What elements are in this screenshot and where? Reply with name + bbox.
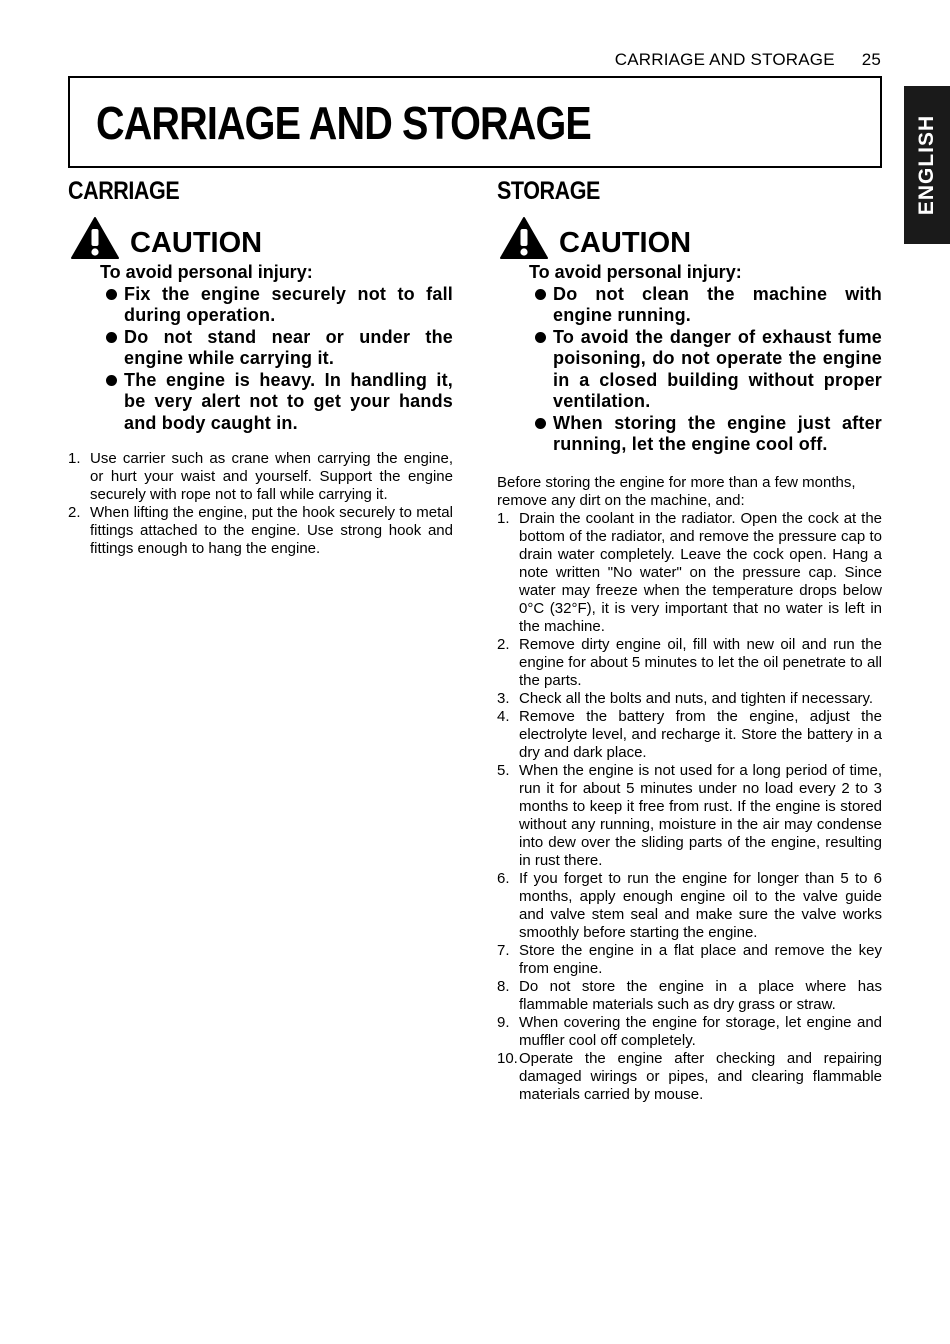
list-item: 6. If you forget to run the engine for longer than 5 to 6 months, apply enough engine oil to the valve guide and valve stem seal and make sure the valve works smoothly before starting the engine. (497, 869, 882, 941)
bullet-dot-icon (106, 289, 117, 300)
list-item: 5. When the engine is not used for a long period of time, run it for about 5 minutes under no load every 2 to 3 months to keep it free from rust. If the engine is stored without any running, moisture in the air may condense into dew over the sliding parts of the engine, resulting in rust there. (497, 761, 882, 869)
caution-bullet-item: Fix the engine securely not to fall during operation. (100, 284, 453, 327)
storage-steps (497, 510, 882, 1104)
carriage-caution-intro: To avoid personal injury: (100, 262, 313, 282)
carriage-caution-list (100, 284, 453, 435)
list-item: 9. When covering the engine for storage, let engine and muffler cool off completely. (497, 1013, 882, 1049)
storage-caution-word: CAUTION (559, 227, 692, 259)
bullet-dot-icon (106, 375, 117, 386)
list-item: 2. Remove dirty engine oil, fill with new oil and run the engine for about 5 minutes to let the oil penetrate to all the parts. (497, 635, 882, 689)
list-item: 7. Store the engine in a flat place and remove the key from engine. (497, 941, 882, 977)
warning-triangle-icon (70, 216, 120, 260)
storage-title: STORAGE (497, 177, 600, 205)
list-item: 3. Check all the bolts and nuts, and tighten if necessary. (497, 689, 874, 707)
storage-caution-header (497, 212, 882, 262)
carriage-caution-body (68, 262, 453, 434)
caution-bullet-item: When storing the engine just after running, let the engine cool off. (529, 413, 882, 456)
page-number: 25 (861, 50, 881, 69)
caution-bullet-item: To avoid the danger of exhaust fume poisoning, do not operate the engine in a closed building without proper ventilation. (529, 327, 882, 413)
carriage-section (68, 176, 453, 558)
caution-bullet-item: The engine is heavy. In handling it, be very alert not to get your hands and body caught in. (100, 370, 453, 435)
caution-bullet-item: Do not clean the machine with engine running. (529, 284, 882, 327)
carriage-steps (68, 450, 453, 558)
storage-caution-list (529, 284, 882, 456)
warning-triangle-icon (499, 216, 549, 260)
list-item: 10. Operate the engine after checking and repairing damaged wirings or pipes, and clearing flammable materials carried by mouse. (497, 1049, 882, 1103)
storage-section (497, 176, 882, 1104)
bullet-dot-icon (535, 289, 546, 300)
list-item: 1. Drain the coolant in the radiator. Open the cock at the bottom of the radiator, and remove the pressure cap to drain water completely. Leave the cock open. Hang a note written "No water" on the pressure cap. Since water may freeze when the temperature drops below 0°C (32°F), it is very important that no water is left in the machine. (497, 509, 882, 635)
storage-caution-body (497, 262, 882, 456)
list-item: 2. When lifting the engine, put the hook securely to metal fittings attached to the engine. Use strong hook and fittings enough to hang the engine. (68, 504, 453, 557)
storage-intro: Before storing the engine for more than a few months, remove any dirt on the machine, and: (497, 473, 856, 509)
bullet-dot-icon (535, 332, 546, 343)
list-item: 8. Do not store the engine in a place where has flammable materials such as dry grass or straw. (497, 977, 882, 1013)
storage-caution-intro: To avoid personal injury: (529, 262, 742, 282)
language-tab-label: ENGLISH (915, 114, 938, 216)
bullet-dot-icon (535, 418, 546, 429)
page-title: CARRIAGE AND STORAGE (96, 97, 591, 149)
carriage-title: CARRIAGE (68, 177, 180, 205)
page-title-box (68, 76, 882, 168)
carriage-caution-word: CAUTION (130, 227, 263, 259)
list-item: 4. Remove the battery from the engine, adjust the electrolyte level, and recharge it. Store the battery in a dry and dark place. (497, 707, 882, 761)
carriage-caution-header (68, 212, 453, 262)
list-item: 1. Use carrier such as crane when carrying the engine, or hurt your waist and yourself. Support the engine securely with rope not to fall while carrying it. (68, 450, 453, 503)
caution-bullet-item: Do not stand near or under the engine while carrying it. (100, 327, 453, 370)
bullet-dot-icon (106, 332, 117, 343)
language-tab (904, 86, 950, 244)
running-header (615, 50, 881, 70)
running-header-section: CARRIAGE AND STORAGE (614, 50, 835, 69)
